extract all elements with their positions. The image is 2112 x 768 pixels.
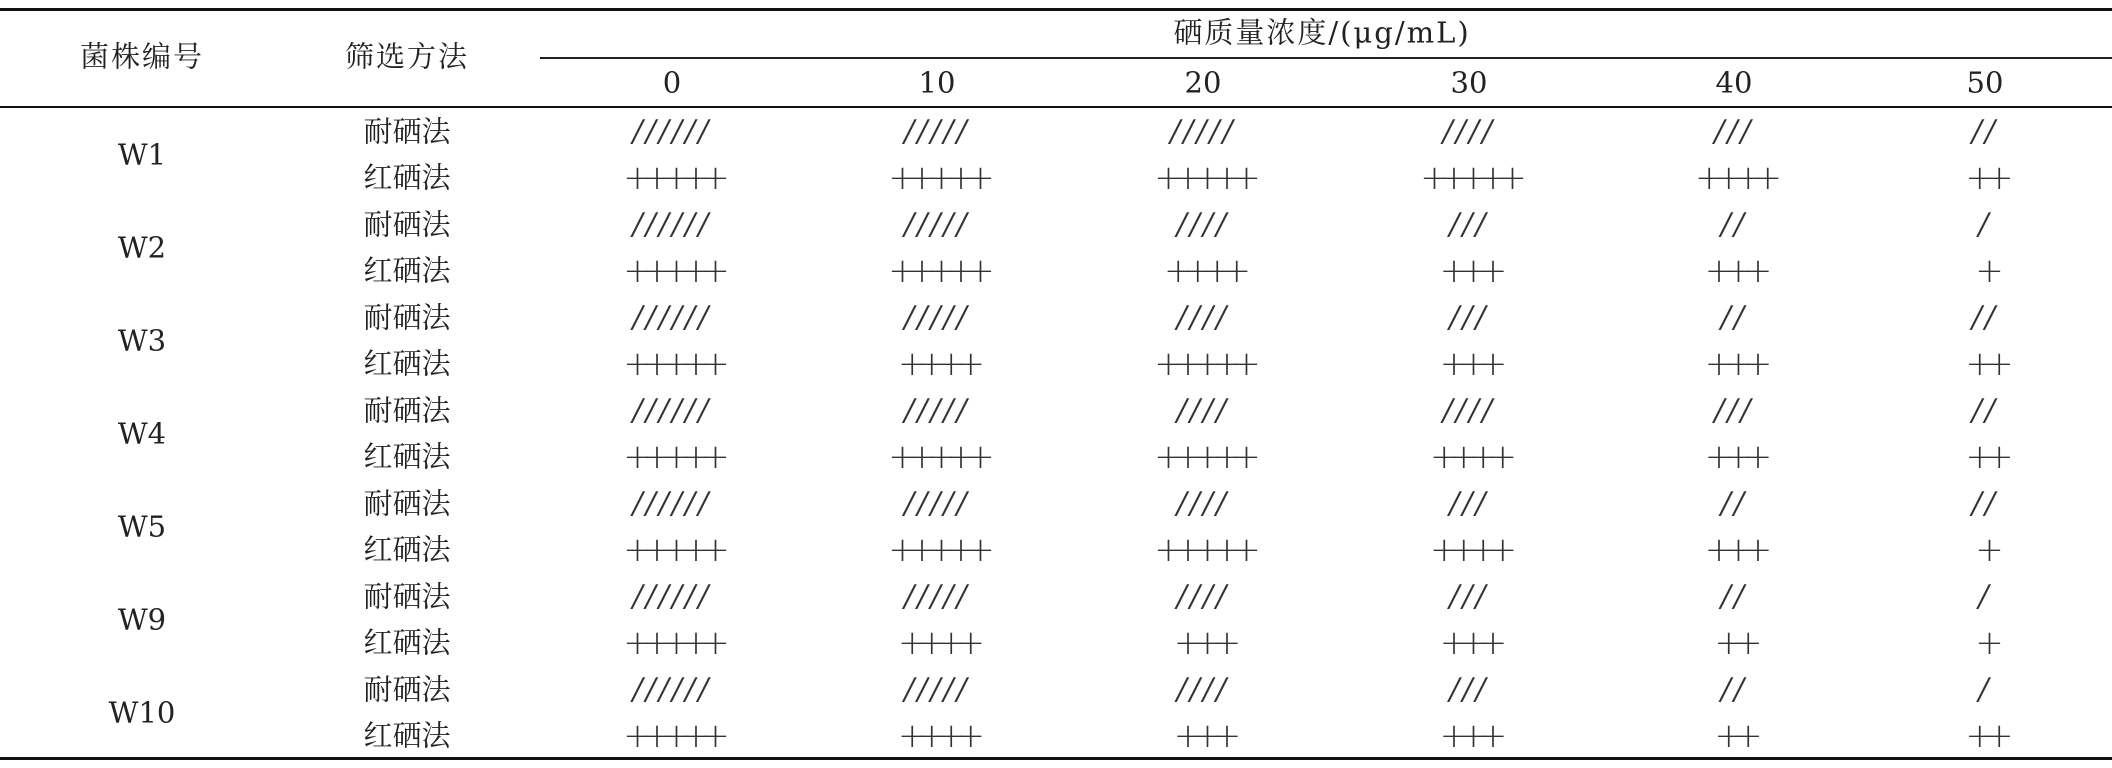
hongse-result-cell: +++++ <box>1154 158 1252 198</box>
naise-result-cell: // <box>1971 300 1999 335</box>
naise-result-cell: //// <box>1176 393 1230 428</box>
method-naise-label: 耐硒法 <box>363 672 451 707</box>
hongse-result-cell: +++++ <box>1154 437 1252 477</box>
method-hongse-label: 红硒法 <box>363 253 451 288</box>
hongse-result-cell: ++ <box>1965 344 2005 384</box>
method-hongse-label: 红硒法 <box>363 532 451 567</box>
naise-result-cell: // <box>1720 300 1748 335</box>
naise-result-cell: //// <box>1176 300 1230 335</box>
method-hongse-label: 红硒法 <box>363 625 451 660</box>
hongse-result-cell: +++ <box>1173 716 1233 756</box>
hongse-result-cell: +++++ <box>888 437 986 477</box>
naise-result-cell: //// <box>1442 114 1496 149</box>
hongse-result-cell: ++ <box>1965 716 2005 756</box>
naise-result-cell: /// <box>1449 579 1489 614</box>
hongse-result-cell: +++++ <box>888 251 986 291</box>
hongse-result-cell: +++++ <box>623 716 721 756</box>
naise-result-cell: //// <box>1176 207 1230 242</box>
hongse-result-cell: +++ <box>1439 716 1499 756</box>
naise-result-cell: /// <box>1449 672 1489 707</box>
strain-id: W4 <box>117 416 167 451</box>
bottom-rule <box>0 757 2112 760</box>
naise-result-cell: ////// <box>632 672 712 707</box>
method-naise-label: 耐硒法 <box>363 393 451 428</box>
header-sub-rule <box>540 57 2112 59</box>
naise-result-cell: // <box>1971 114 1999 149</box>
hongse-result-cell: +++++ <box>1154 344 1252 384</box>
naise-result-cell: // <box>1720 579 1748 614</box>
header-conc-40: 40 <box>1715 65 1753 100</box>
method-hongse-label: 红硒法 <box>363 160 451 195</box>
hongse-result-cell: ++ <box>1714 716 1754 756</box>
hongse-result-cell: ++ <box>1714 623 1754 663</box>
naise-result-cell: /// <box>1449 486 1489 521</box>
naise-result-cell: ////// <box>632 486 712 521</box>
hongse-result-cell: ++++ <box>1430 530 1508 570</box>
hongse-result-cell: +++++ <box>1420 158 1518 198</box>
naise-result-cell: ///// <box>904 300 970 335</box>
hongse-result-cell: +++++ <box>888 530 986 570</box>
naise-result-cell: //// <box>1176 579 1230 614</box>
naise-result-cell: ///// <box>904 486 970 521</box>
header-conc-50: 50 <box>1966 65 2004 100</box>
header-strain-no: 菌株编号 <box>79 39 205 74</box>
naise-result-cell: ///// <box>904 672 970 707</box>
hongse-result-cell: +++ <box>1439 344 1499 384</box>
hongse-result-cell: +++++ <box>623 623 721 663</box>
method-naise-label: 耐硒法 <box>363 300 451 335</box>
hongse-result-cell: +++ <box>1704 251 1764 291</box>
naise-result-cell: /// <box>1449 207 1489 242</box>
header-method: 筛选方法 <box>344 39 470 74</box>
method-naise-label: 耐硒法 <box>363 579 451 614</box>
hongse-result-cell: + <box>1975 530 1995 570</box>
method-naise-label: 耐硒法 <box>363 114 451 149</box>
naise-result-cell: ///// <box>904 114 970 149</box>
hongse-result-cell: ++++ <box>1430 437 1508 477</box>
naise-result-cell: ////// <box>632 393 712 428</box>
naise-result-cell: // <box>1720 207 1748 242</box>
hongse-result-cell: + <box>1975 623 1995 663</box>
naise-result-cell: // <box>1720 486 1748 521</box>
hongse-result-cell: +++++ <box>623 344 721 384</box>
hongse-result-cell: ++ <box>1965 437 2005 477</box>
naise-result-cell: /// <box>1714 393 1754 428</box>
hongse-result-cell: +++++ <box>888 158 986 198</box>
header-conc-20: 20 <box>1184 65 1222 100</box>
naise-result-cell: ////// <box>632 300 712 335</box>
naise-result-cell: ////// <box>632 114 712 149</box>
hongse-result-cell: +++ <box>1704 437 1764 477</box>
naise-result-cell: / <box>1978 207 1992 242</box>
strain-id: W5 <box>117 509 167 544</box>
method-hongse-label: 红硒法 <box>363 346 451 381</box>
hongse-result-cell: ++++ <box>898 623 976 663</box>
method-hongse-label: 红硒法 <box>363 439 451 474</box>
naise-result-cell: ////// <box>632 207 712 242</box>
hongse-result-cell: ++++ <box>898 716 976 756</box>
naise-result-cell: / <box>1978 579 1992 614</box>
hongse-result-cell: +++ <box>1173 623 1233 663</box>
hongse-result-cell: ++ <box>1965 158 2005 198</box>
naise-result-cell: //// <box>1176 486 1230 521</box>
strain-id: W10 <box>108 695 176 730</box>
naise-result-cell: //// <box>1442 393 1496 428</box>
naise-result-cell: ///// <box>1170 114 1236 149</box>
method-naise-label: 耐硒法 <box>363 486 451 521</box>
naise-result-cell: ///// <box>904 579 970 614</box>
method-naise-label: 耐硒法 <box>363 207 451 242</box>
header-conc-0: 0 <box>662 65 682 100</box>
hongse-result-cell: +++++ <box>623 530 721 570</box>
naise-result-cell: ///// <box>904 393 970 428</box>
hongse-result-cell: +++ <box>1439 623 1499 663</box>
hongse-result-cell: ++++ <box>1164 251 1242 291</box>
hongse-result-cell: ++++ <box>1695 158 1773 198</box>
naise-result-cell: /// <box>1449 300 1489 335</box>
strain-id: W1 <box>117 137 167 172</box>
hongse-result-cell: ++++ <box>898 344 976 384</box>
hongse-result-cell: +++++ <box>1154 530 1252 570</box>
hongse-result-cell: +++ <box>1704 344 1764 384</box>
strain-id: W2 <box>117 230 167 265</box>
hongse-result-cell: +++++ <box>623 437 721 477</box>
hongse-result-cell: +++++ <box>623 251 721 291</box>
naise-result-cell: // <box>1971 393 1999 428</box>
strain-id: W9 <box>117 602 167 637</box>
hongse-result-cell: +++++ <box>623 158 721 198</box>
naise-result-cell: / <box>1978 672 1992 707</box>
header-conc-30: 30 <box>1450 65 1488 100</box>
header-conc-10: 10 <box>918 65 956 100</box>
naise-result-cell: //// <box>1176 672 1230 707</box>
naise-result-cell: // <box>1720 672 1748 707</box>
hongse-result-cell: +++ <box>1439 251 1499 291</box>
naise-result-cell: ////// <box>632 579 712 614</box>
top-rule <box>0 8 2112 11</box>
naise-result-cell: /// <box>1714 114 1754 149</box>
method-hongse-label: 红硒法 <box>363 718 451 753</box>
naise-result-cell: ///// <box>904 207 970 242</box>
hongse-result-cell: + <box>1975 251 1995 291</box>
header-rule <box>0 106 2112 108</box>
hongse-result-cell: +++ <box>1704 530 1764 570</box>
strain-id: W3 <box>117 323 167 358</box>
naise-result-cell: // <box>1971 486 1999 521</box>
header-concentration: 硒质量浓度/(μg/mL) <box>1173 15 1471 50</box>
